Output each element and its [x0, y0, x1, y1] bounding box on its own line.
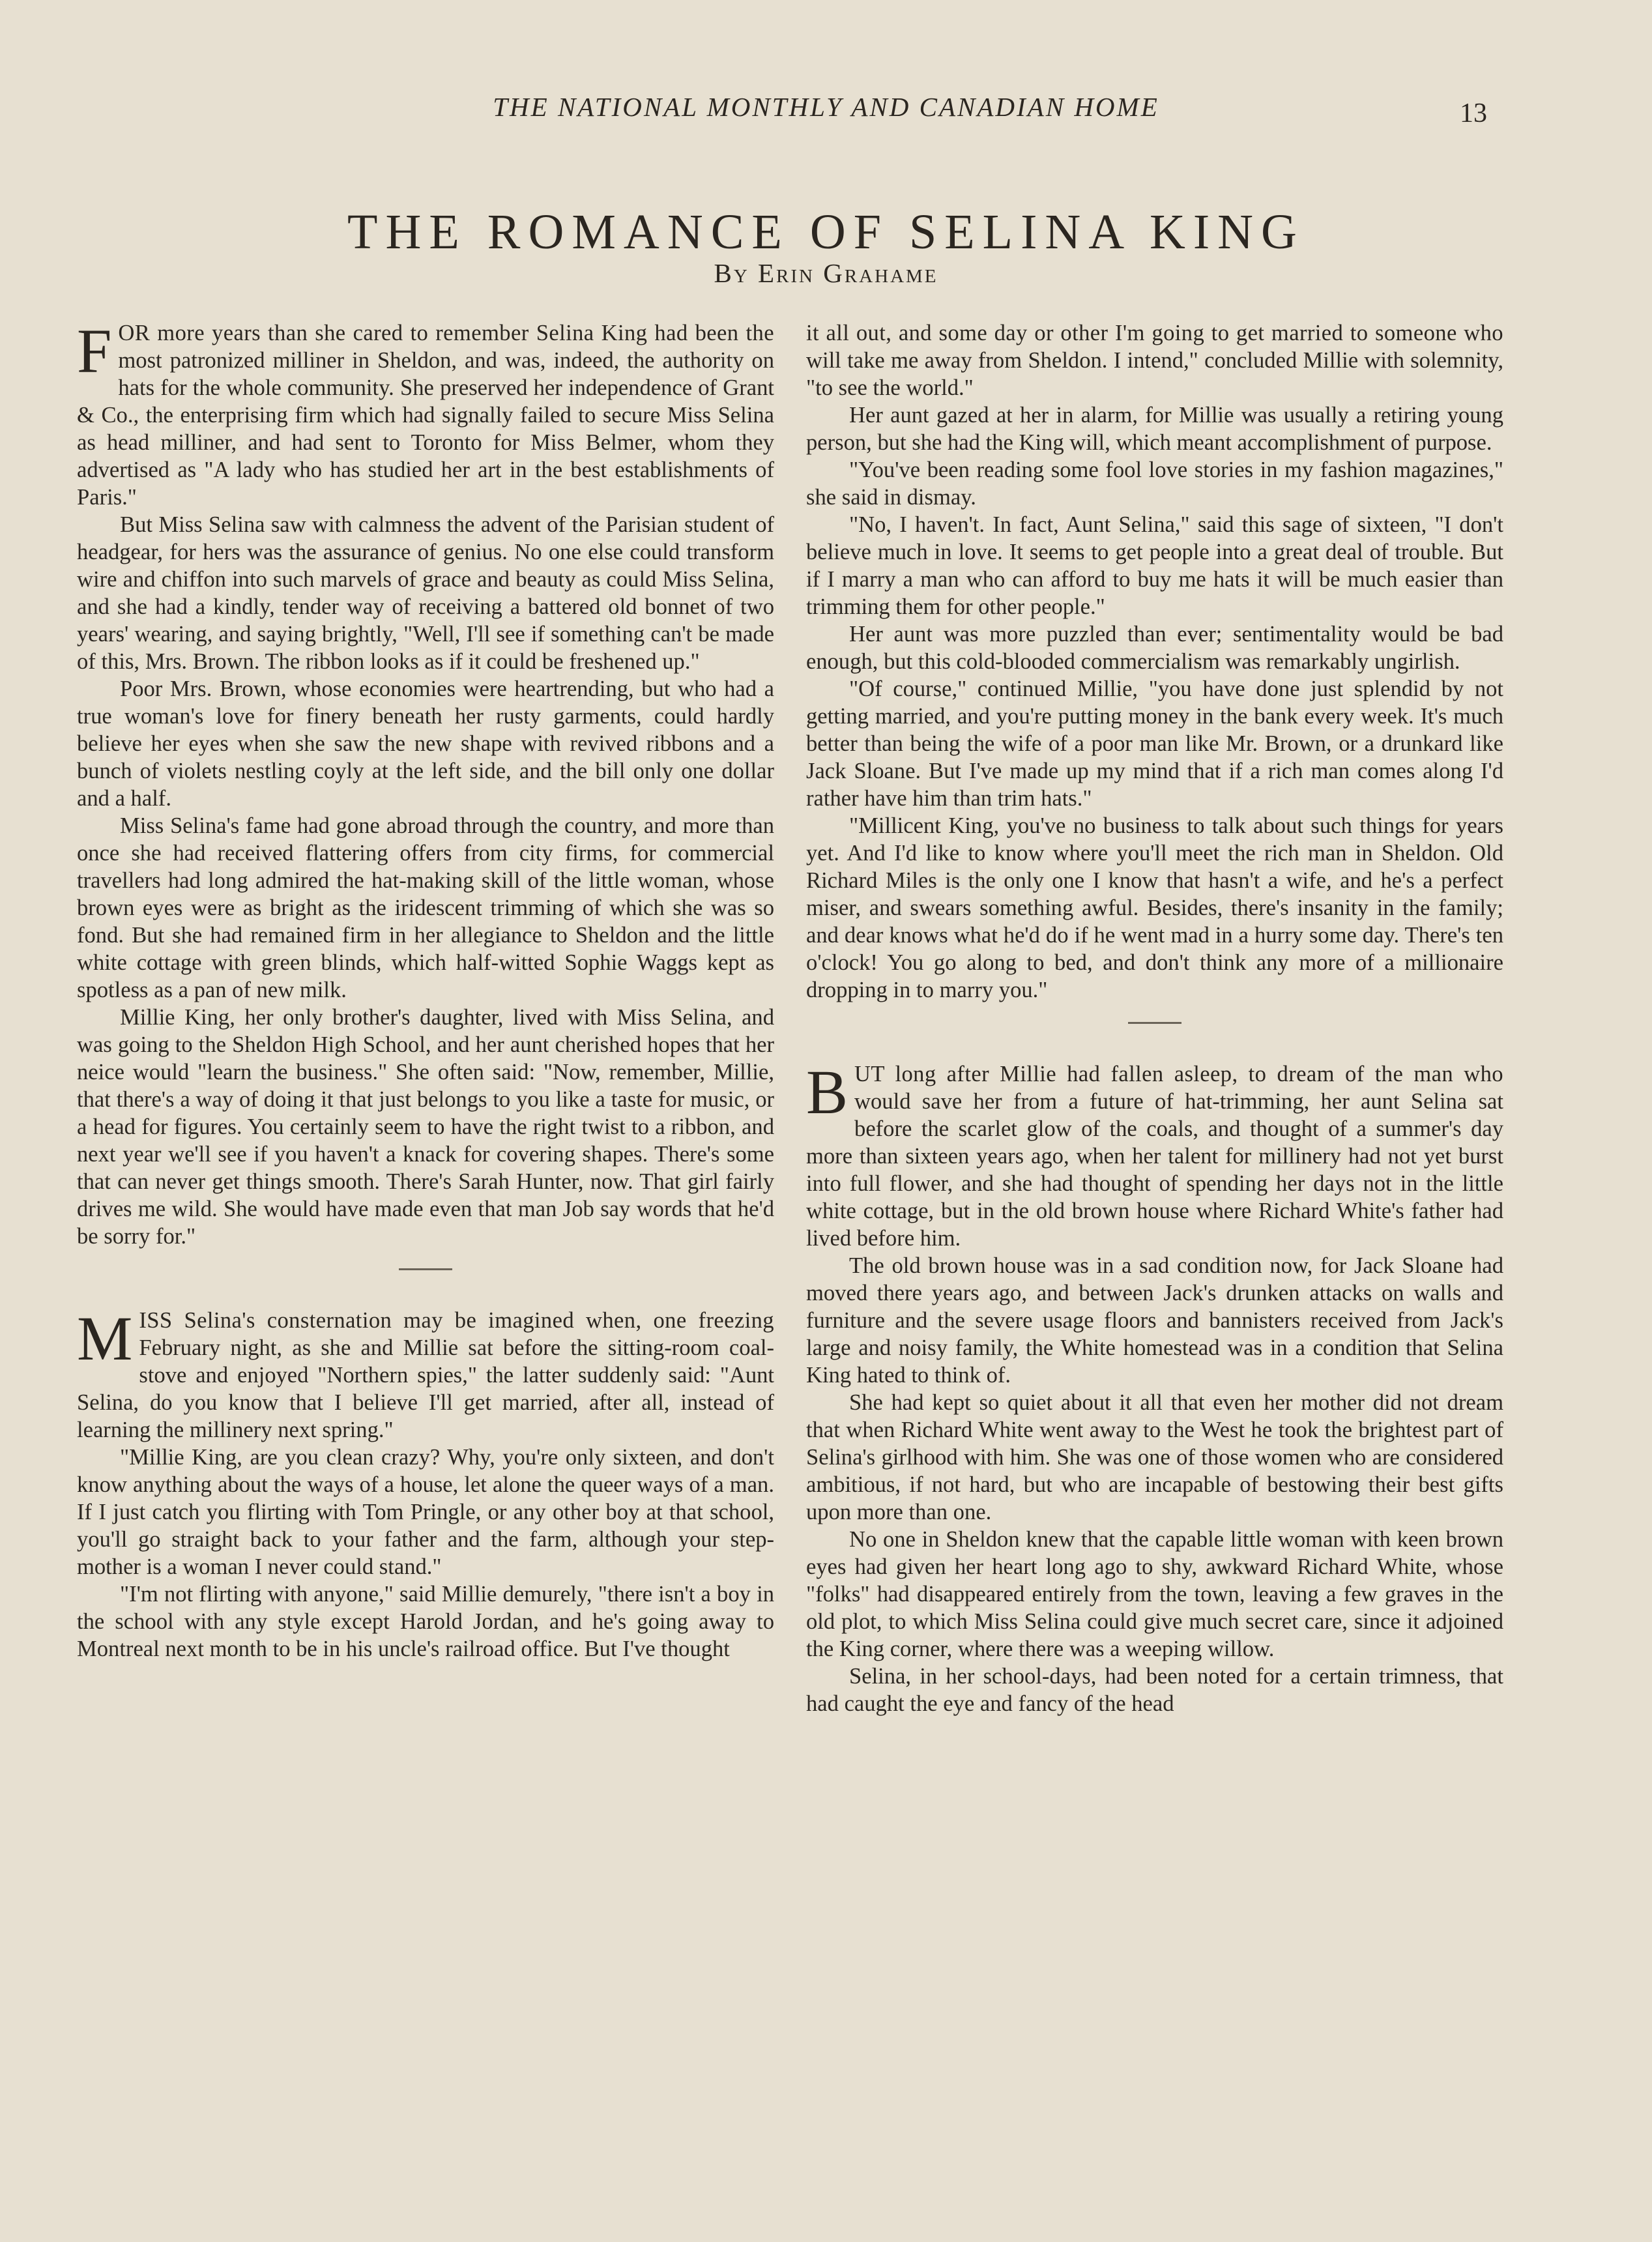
paragraph: "Millicent King, you've no business to talk about such things for years yet. And I'd like to know where you'll meet the rich man in Sheldon. Old Richard Miles is the only one I know that hasn't a wife, and he's a perfect miser, and swears something awful. Besides, there's insanity in the family; and dear knows what he'd do if he went mad in a hurry some day. There's ten o'clock! You go along to bed, and don't think any more of a millionaire dropping in to marry you." [806, 813, 1503, 1002]
drop-cap: F [77, 316, 112, 386]
running-head: THE NATIONAL MONTHLY AND CANADIAN HOME [493, 92, 1159, 122]
left-column [77, 316, 774, 1663]
drop-cap: B [806, 1057, 848, 1127]
article-title: THE ROMANCE OF SELINA KING [347, 204, 1305, 259]
paragraph-text: OR more years than she cared to remember Selina King had been the most patronized milliner in Sheldon, and was, indeed, the authority on hats for the whole community. She preserved her independence of Grant & Co., the enterprising firm which had signally failed to secure Miss Selina as head milliner, and had sent to Toronto for Miss Belmer, whom they advertised as "A lady who has studied her art in the best establishments of Paris." [77, 321, 774, 510]
paragraph: it all out, and some day or other I'm going to get married to someone who will take me away from Sheldon. I intend," concluded Millie with solemnity, "to see the world." [806, 321, 1503, 400]
byline: By Erin Grahame [714, 258, 938, 288]
paragraph: Poor Mrs. Brown, whose economies were heartrending, but who had a true woman's love for finery beneath her rusty garments, could hardly believe her eyes when she saw the new shape with revived ribbons and a bunch of violets nestling coyly at the left side, and the bill only one dollar and a half. [77, 677, 774, 811]
paragraph: Her aunt gazed at her in alarm, for Millie was usually a retiring young person, but she had the King will, which meant accomplishment of purpose. [806, 403, 1503, 455]
paragraph: "Millie King, are you clean crazy? Why, you're only sixteen, and don't know anything about the ways of a house, let alone the queer ways of a man. If I just catch you flirting with Tom Pringle, or any other boy at that school, you'll go straight back to your father and the farm, although your step-mother is a woman I never could stand." [77, 1445, 774, 1579]
paragraph: "I'm not flirting with anyone," said Millie demurely, "there isn't a boy in the school with any style except Harold Jordan, and he's going away to Montreal next month to be in his uncle's railroad office. But I've thought [77, 1582, 774, 1661]
page-number: 13 [1460, 98, 1487, 128]
paragraph: The old brown house was in a sad condition now, for Jack Sloane had moved there years ago, and between Jack's drunken attacks on walls and furniture and the severe usage floors and bannisters received from Jack's large and noisy family, the White homestead was in a condition that Selina King hated to think of. [806, 1253, 1503, 1388]
paragraph-text: ISS Selina's consternation may be imagined when, one freezing February night, as she and Millie sat before the sitting-room coal-stove and enjoyed "Northern spies," the latter suddenly said: "Aunt Selina, do you know that I believe I'll get married, after all, instead of learning the millinery next spring." [77, 1308, 774, 1442]
paragraph [77, 1303, 774, 1444]
paragraph: Selina, in her school-days, had been noted for a certain trimness, that had caught the eye and fancy of the head [806, 1664, 1503, 1716]
paragraph: Miss Selina's fame had gone abroad through the country, and more than once she had received flattering offers from city firms, for commercial travellers had long admired the hat-making skill of the little woman, whose brown eyes were as bright as the iridescent trimming of which she was so fond. But she had remained firm in her allegiance to Sheldon and the little white cottage with green blinds, which half-witted Sophie Waggs kept as spotless as a pan of new milk. [77, 813, 774, 1002]
paragraph [77, 316, 774, 511]
drop-cap: M [77, 1303, 133, 1373]
right-column [806, 319, 1503, 1717]
paragraph: "Of course," continued Millie, "you have done just splendid by not getting married, and you're putting money in the bank every week. It's much better than being the wife of a poor man like Mr. Brown, or a drunkard like Jack Sloane. But I've made up my mind that if a rich man comes along I'd rather have him than trim hats." [806, 677, 1503, 811]
paragraph-text: UT long after Millie had fallen asleep, to dream of the man who would save her from a future of hat-trimming, her aunt Selina sat before the scarlet glow of the coals, and thought of a summer's day more than sixteen years ago, when her talent for millinery had not yet burst into full flower, and she had thought of spending her days not in the little white cottage, but in the old brown house where Richard White's father had lived before him. [806, 1062, 1503, 1251]
paragraph: But Miss Selina saw with calmness the advent of the Parisian student of headgear, for hers was the assurance of genius. No one else could transform wire and chiffon into such marvels of grace and beauty as could Miss Selina, and she had a kindly, tender way of receiving a battered old bonnet of two years' wearing, and saying brightly, "Well, I'll see if something can't be made of this, Mrs. Brown. The ribbon looks as if it could be freshened up." [77, 512, 774, 674]
paragraph: She had kept so quiet about it all that even her mother did not dream that when Richard White went away to the West he took the brightest part of Selina's girlhood with him. She was one of those women who are considered ambitious, if not hard, but who are incapable of bestowing their best gifts upon more than one. [806, 1390, 1503, 1524]
paragraph: Her aunt was more puzzled than ever; sentimentality would be bad enough, but this cold-blooded commercialism was remarkably ungirlish. [806, 622, 1503, 674]
paragraph: "No, I haven't. In fact, Aunt Selina," said this sage of sixteen, "I don't believe much in love. It seems to get people into a great deal of trouble. But if I marry a man who can afford to buy me hats it will be much easier than trimming them for other people." [806, 512, 1503, 619]
section-divider [1128, 1022, 1181, 1024]
section-divider [399, 1268, 452, 1270]
paragraph: No one in Sheldon knew that the capable little woman with keen brown eyes had given her heart long ago to shy, awkward Richard White, whose "folks" had disappeared entirely from the town, leaving a few graves in the old plot, to which Miss Selina could give much secret care, since it adjoined the King corner, where there was a weeping willow. [806, 1527, 1503, 1661]
paragraph: Millie King, her only brother's daughter, lived with Miss Selina, and was going to the Sheldon High School, and her aunt cherished hopes that her neice would "learn the business." She often said: "Now, remember, Millie, that there's a way of doing it that just belongs to you like a taste for music, or a head for figures. You certainly seem to have the right twist to a ribbon, and next year we'll see if you haven't a knack for covering shapes. There's some that can never get things smooth. There's Sarah Hunter, now. That girl fairly drives me wild. She would have made even that man Job say words that he'd be sorry for." [77, 1005, 774, 1249]
paragraph [806, 1057, 1503, 1252]
paragraph: "You've been reading some fool love stories in my fashion magazines," she said in dismay. [806, 458, 1503, 510]
